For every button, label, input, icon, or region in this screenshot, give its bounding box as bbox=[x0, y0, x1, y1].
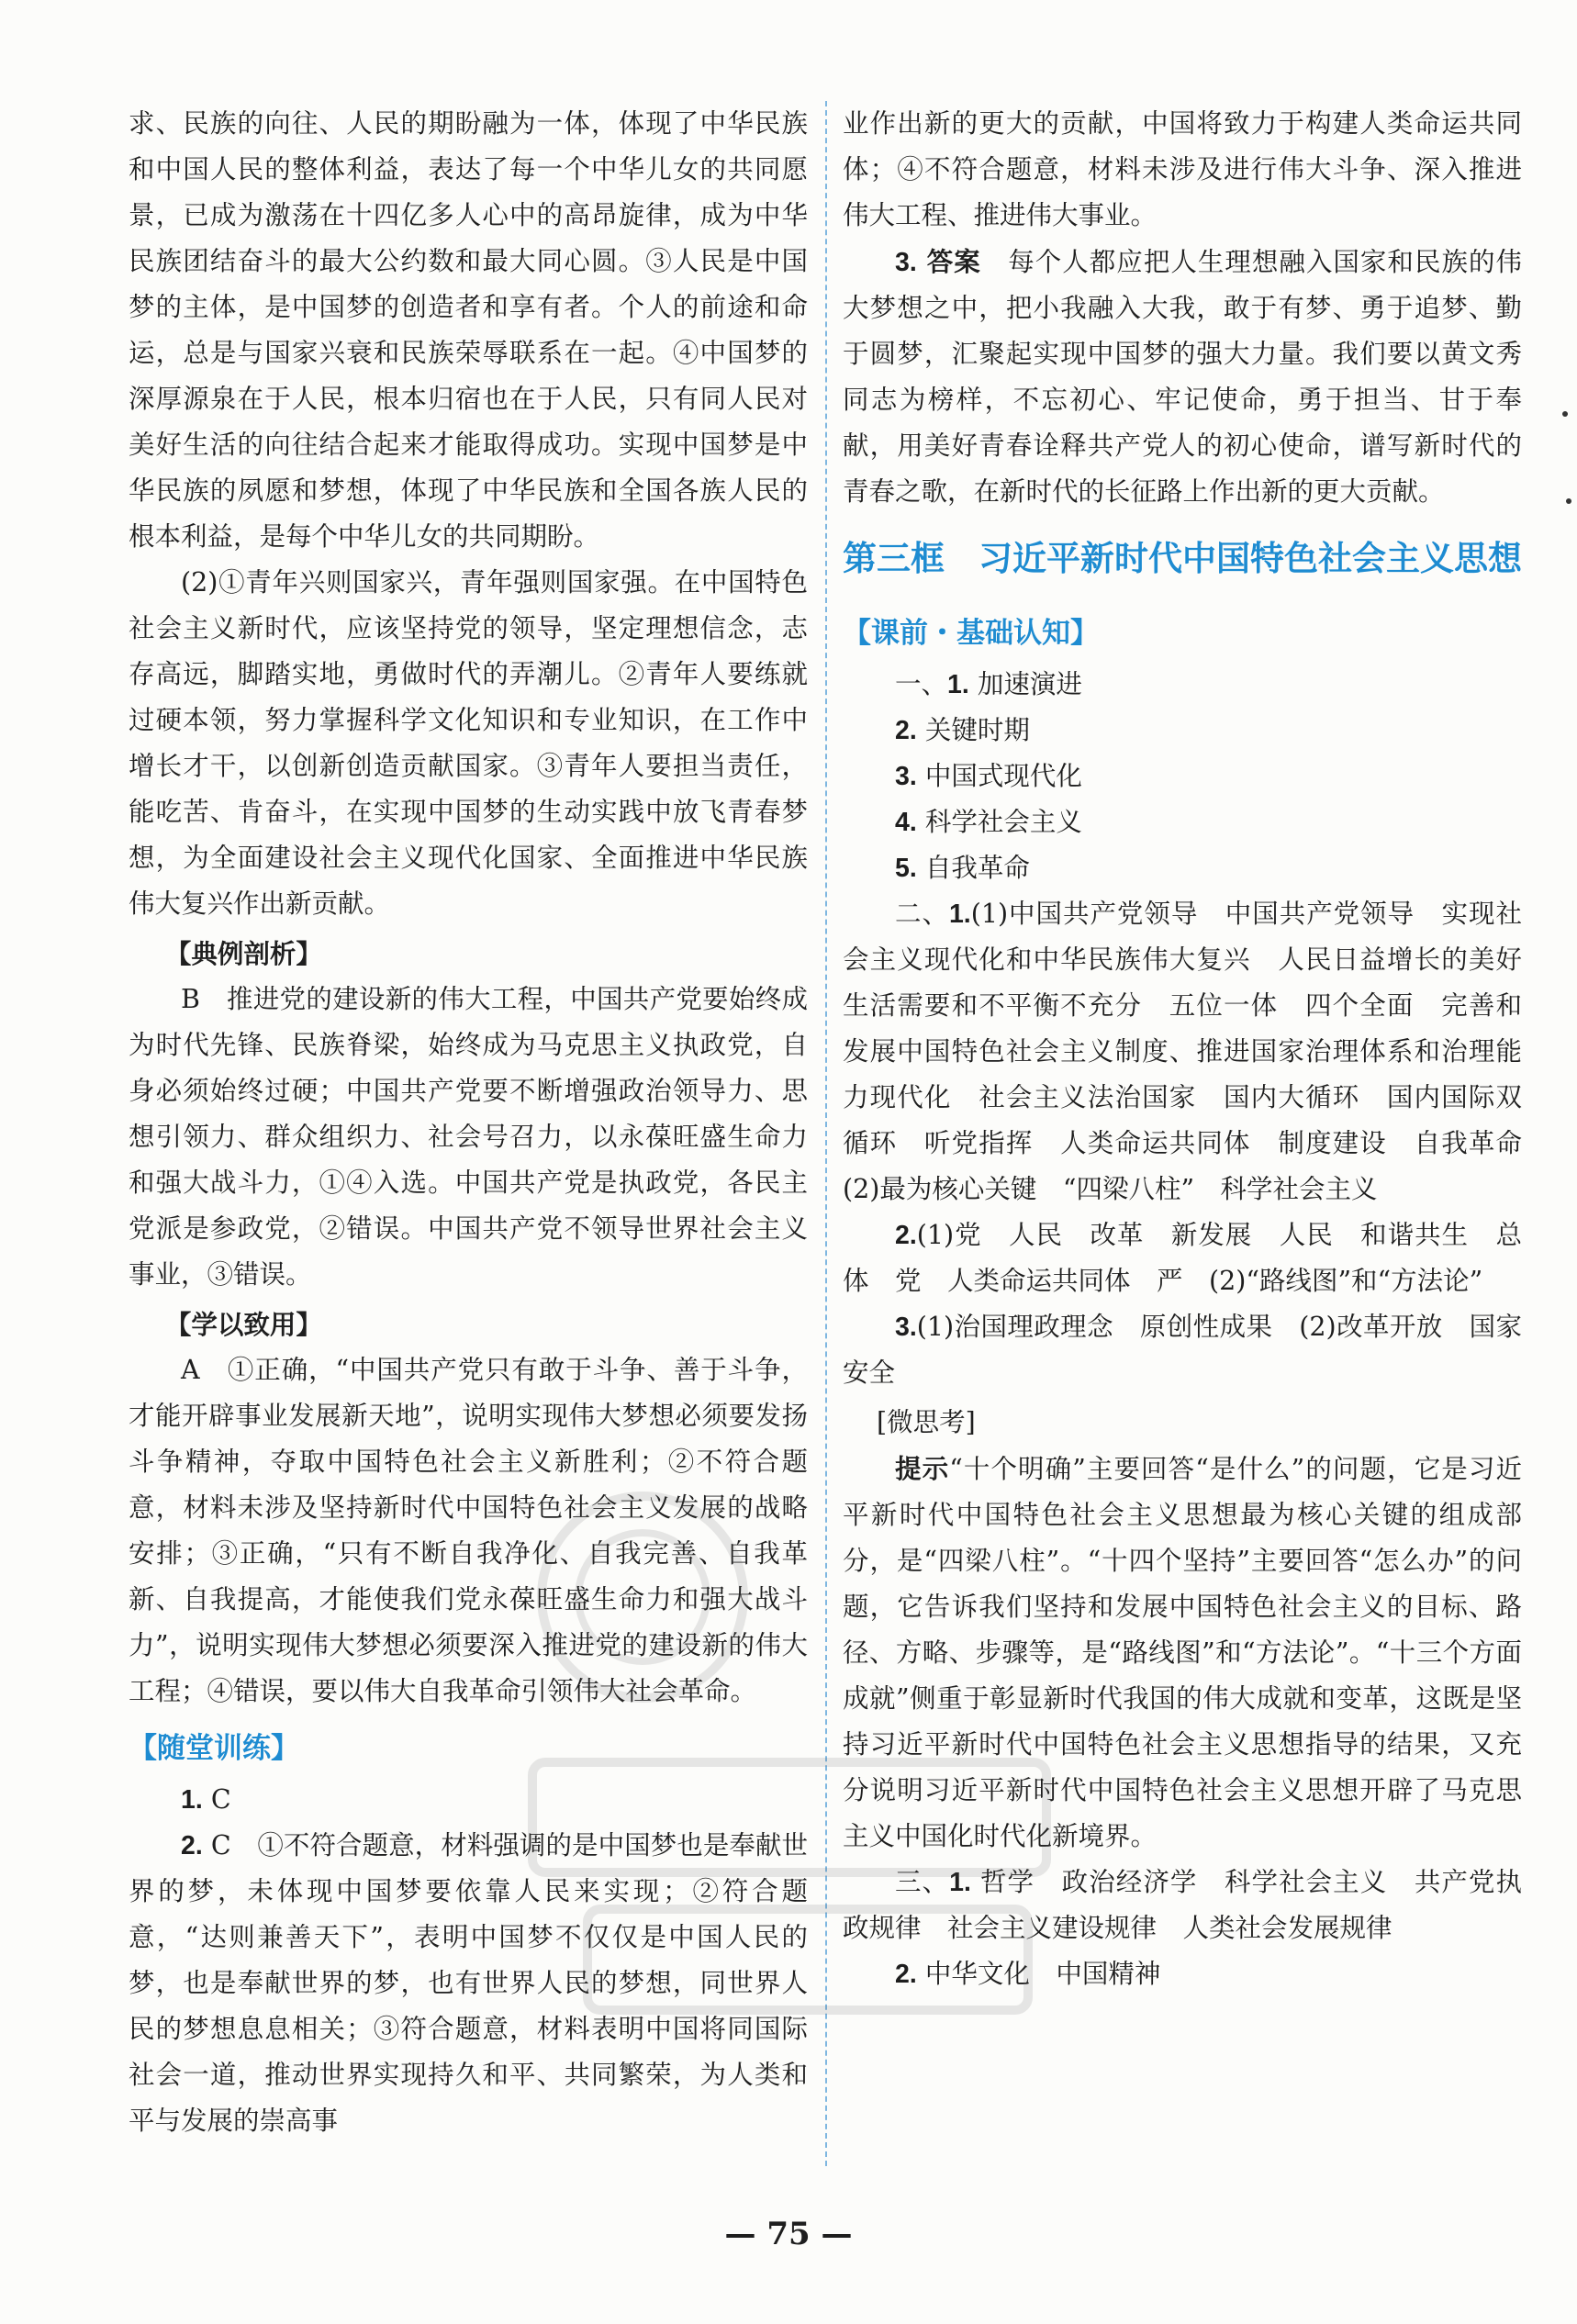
item-prefix: 一、 bbox=[895, 669, 948, 699]
item-text: 科学社会主义 bbox=[916, 807, 1082, 837]
item-text: 关键时期 bbox=[916, 715, 1030, 745]
item-number: 1. bbox=[947, 670, 969, 699]
answer-label: 答案 bbox=[916, 246, 981, 277]
answer-item bbox=[843, 845, 1522, 891]
margin-dot bbox=[1566, 498, 1571, 504]
item-number: 5. bbox=[895, 854, 917, 883]
item-text: 每个人都应把人生理想融入国家和民族的伟大梦想之中，把小我融入大我，敢于有梦、勇于追梦、勤于圆梦，汇聚起实现中国梦的强大力量。我们要以黄文秀同志为榜样，不忘初心、牢记使命，勇于担当、甘于奉献，用美好青春诠释共产党人的初心使命，谱写新时代的青春之歌，在新时代的长征路上作出新的更大贡献。 bbox=[843, 247, 1522, 507]
item-text: 自我革命 bbox=[916, 853, 1030, 883]
right-column bbox=[843, 101, 1522, 1997]
left-column bbox=[129, 101, 808, 2144]
hint-paragraph bbox=[843, 1446, 1522, 1860]
think-label: [微思考] bbox=[877, 1407, 976, 1437]
paragraph: A ①正确，“中国共产党只有敢于斗争、善于斗争，才能开辟事业发展新天地”，说明实现伟大梦想必须要发扬斗争精神，夺取中国特色社会主义新胜利；②不符合题意，材料未涉及坚持新时代中国特色社会主义发展的战略安排；③正确，“只有不断自我净化、自我完善、自我革新、自我提高，才能使我们党永葆旺盛生命力和强大战斗力”，说明实现伟大梦想必须要深入推进党的建设新的伟大工程；④错误，要以伟大自我革命引领伟大社会革命。 bbox=[129, 1355, 808, 1706]
paragraph: 业作出新的更大的贡献，中国将致力于构建人类命运共同体；④不符合题意，材料未涉及进行伟大斗争、深入推进伟大工程、推进伟大事业。 bbox=[843, 108, 1522, 230]
item-number: 2. bbox=[895, 716, 917, 745]
item-number: 2. bbox=[181, 1831, 203, 1860]
item-number: 1. bbox=[181, 1785, 203, 1815]
item-text: C ①不符合题意，材料强调的是中国梦也是奉献世界的梦，未体现中国梦要依靠人民来实现；②符合题意，“达则兼善天下”，表明中国梦不仅仅是中国人民的梦，也是奉献世界的梦，也有世界人民的梦想，同世界人民的梦想息息相关；③符合题意，材料表明中国将同国际社会一道，推动世界实现持久和平、共同繁荣，为人类和平与发展的崇高事 bbox=[129, 1830, 808, 2136]
column-divider bbox=[825, 101, 827, 2166]
item-number: 1. bbox=[948, 899, 971, 929]
paragraph: (2)①青年兴则国家兴，青年强则国家强。在中国特色社会主义新时代，应该坚持党的领导，坚定理想信念，志存高远，脚踏实地，勇做时代的弄潮儿。②青年人要练就过硬本领，努力掌握科学文化知识和专业知识，在工作中增长才干，以创新创造贡献国家。③青年人要担当责任，能吃苦、肯奋斗，在实现中国梦的生动实践中放飞青春梦想，为全面建设社会主义现代化国家、全面推进中华民族伟大复兴作出新贡献。 bbox=[129, 567, 808, 919]
answer-item bbox=[843, 1212, 1522, 1304]
item-text: 加速演进 bbox=[968, 669, 1082, 699]
answer-item bbox=[843, 799, 1522, 845]
section-title: 第三框 习近平新时代中国特色社会主义思想 bbox=[843, 539, 1522, 578]
item-text: (1)治国理政理念 原创性成果 (2)改革开放 国家安全 bbox=[843, 1312, 1522, 1388]
section-band-preview: 【课前・基础认知】 bbox=[843, 617, 1099, 650]
page-number: — 75 — bbox=[724, 2216, 853, 2252]
item-number: 3. bbox=[895, 248, 917, 277]
answer-item bbox=[843, 1304, 1522, 1396]
item-prefix: 三、 bbox=[895, 1867, 950, 1897]
answer-item bbox=[843, 239, 1522, 515]
item-text: 哲学 政治经济学 科学社会主义 共产党执政规律 社会主义建设规律 人类社会发展规律 bbox=[843, 1867, 1522, 1943]
item-text: (1)党 人民 改革 新发展 人民 和谐共生 总体 党 人类命运共同体 严 (2)“路线图”和“方法论” bbox=[843, 1220, 1522, 1296]
hint-label: 提示 bbox=[895, 1453, 950, 1484]
item-number: 2. bbox=[895, 1221, 917, 1250]
answer-item bbox=[843, 754, 1522, 799]
paragraph: B 推进党的建设新的伟大工程，中国共产党要始终成为时代先锋、民族脊梁，始终成为马克思主义执政党，自身必须始终过硬；中国共产党要不断增强政治领导力、思想引领力、群众组织力、社会号召力，以永葆旺盛生命力和强大战斗力，①④入选。中国共产党是执政党，各民主党派是参政党，②错误。中国共产党不领导世界社会主义事业，③错误。 bbox=[129, 984, 808, 1290]
margin-dot bbox=[1562, 411, 1568, 417]
item-number: 4. bbox=[895, 808, 917, 837]
item-text: C bbox=[202, 1784, 231, 1815]
item-text: 中国式现代化 bbox=[916, 761, 1082, 791]
subheading-apply: 【学以致用】 bbox=[164, 1309, 322, 1340]
answer-item bbox=[843, 1951, 1522, 1997]
answer-item bbox=[843, 662, 1522, 708]
item-text: (1)中国共产党领导 中国共产党领导 实现社会主义现代化和中华民族伟大复兴 人民日益增长的美好生活需要和不平衡不充分 五位一体 四个全面 完善和发展中国特色社会主义制度、推进国家治理体系和治理能力现代化 社会主义法治国家 国内大循环 国内国际双循环 听党指挥 人类命运共同体 制度建设 自我革命 (2)最为核心关键 “四梁八柱” 科学社会主义 bbox=[843, 899, 1522, 1204]
hint-text: “十个明确”主要回答“是什么”的问题，它是习近平新时代中国特色社会主义思想最为核心关键的组成部分，是“四梁八柱”。“十四个坚持”主要回答“怎么办”的问题，它告诉我们坚持和发展中国特色社会主义的目标、路径、方略、步骤等，是“路线图”和“方法论”。“十三个方面成就”侧重于彰显新时代我国的伟大成就和变革，这既是坚持习近平新时代中国特色社会主义思想指导的结果，又充分说明习近平新时代中国特色社会主义思想开辟了马克思主义中国化时代化新境界。 bbox=[843, 1454, 1522, 1851]
section-band-practice: 【随堂训练】 bbox=[129, 1732, 299, 1765]
answer-item bbox=[843, 1860, 1522, 1951]
answer-item bbox=[843, 891, 1522, 1212]
item-number: 3. bbox=[895, 1313, 917, 1342]
answer-item bbox=[129, 1777, 808, 1823]
item-prefix: 二、 bbox=[895, 899, 949, 929]
paragraph: 求、民族的向往、人民的期盼融为一体，体现了中华民族和中国人民的整体利益，表达了每一个中华儿女的共同愿景，已成为激荡在十四亿多人心中的高昂旋律，成为中华民族团结奋斗的最大公约数和最大同心圆。③人民是中国梦的主体，是中国梦的创造者和享有者。个人的前途和命运，总是与国家兴衰和民族荣辱联系在一起。④中国梦的深厚源泉在于人民，根本归宿也在于人民，只有同人民对美好生活的向往结合起来才能取得成功。实现中国梦是中华民族的夙愿和梦想，体现了中华民族和全国各族人民的根本利益，是每个中华儿女的共同期盼。 bbox=[129, 108, 808, 552]
item-number: 3. bbox=[895, 762, 917, 791]
answer-item bbox=[843, 708, 1522, 754]
item-text: 中华文化 中国精神 bbox=[916, 1959, 1161, 1989]
item-number: 1. bbox=[949, 1868, 971, 1897]
answer-item bbox=[129, 1823, 808, 2144]
subheading-typical-example: 【典例剖析】 bbox=[164, 938, 322, 969]
item-number: 2. bbox=[895, 1960, 917, 1989]
